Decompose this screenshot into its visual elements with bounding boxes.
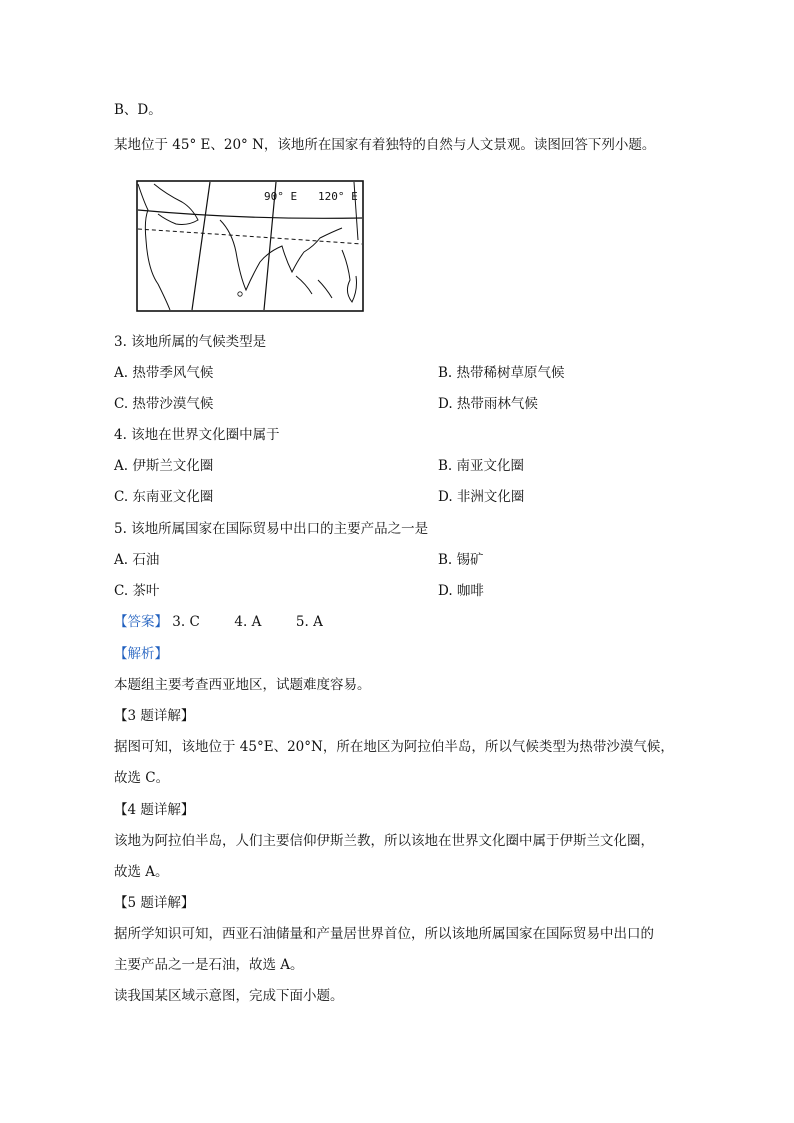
next-question-intro: 读我国某区域示意图，完成下面小题。: [114, 988, 344, 1004]
q3-detail-line-1: 据图可知，该地位于 45°E、20°N，所在地区为阿拉伯半岛，所以气候类型为热带沙漠气候，: [114, 739, 674, 755]
q3-option-c: C. 热带沙漠气候: [114, 396, 214, 412]
q3-detail-heading: 【3 题详解】: [114, 708, 195, 724]
q4-option-b: B. 南亚文化圈: [438, 458, 525, 474]
q5-option-b: B. 锡矿: [438, 552, 484, 568]
q5-option-c: C. 茶叶: [114, 583, 160, 599]
q4-option-c: C. 东南亚文化圈: [114, 489, 214, 505]
question-5-title: 5. 该地所属国家在国际贸易中出口的主要产品之一是: [114, 521, 429, 537]
answer-5: 5. A: [295, 614, 323, 630]
analysis-label: 【解析】: [114, 646, 168, 662]
q4-detail-line-2: 故选 A。: [114, 864, 169, 880]
top-fragment: B、D。: [114, 102, 162, 118]
label-90e: 90° E: [264, 190, 298, 203]
q5-option-d: D. 咖啡: [438, 583, 484, 599]
q3-option-b: B. 热带稀树草原气候: [438, 365, 565, 381]
q4-option-d: D. 非洲文化圈: [438, 489, 525, 505]
q5-detail-line-2: 主要产品之一是石油，故选 A。: [114, 957, 304, 973]
label-120e: 120° E: [318, 190, 358, 203]
question-3-title: 3. 该地所属的气候类型是: [114, 334, 267, 350]
answer-4: 4. A: [234, 614, 262, 630]
q5-detail-line-1: 据所学知识可知，西亚石油储量和产量居世界首位，所以该地所属国家在国际贸易中出口的: [114, 926, 654, 942]
answer-line: [114, 613, 323, 631]
q4-detail-heading: 【4 题详解】: [114, 802, 195, 818]
q3-option-d: D. 热带雨林气候: [438, 396, 538, 412]
q5-option-a: A. 石油: [114, 552, 160, 568]
question-stem: 某地位于 45° E、20° N，该地所在国家有着独特的自然与人文景观。读图回答下列小题。: [114, 137, 656, 153]
analysis-summary: 本题组主要考查西亚地区，试题难度容易。: [114, 677, 371, 693]
answer-3: 3. C: [172, 614, 200, 630]
answer-label: 【答案】: [114, 614, 168, 630]
q4-detail-line-1: 该地为阿拉伯半岛，人们主要信仰伊斯兰教，所以该地在世界文化圈中属于伊斯兰文化圈，: [114, 833, 654, 849]
q3-option-a: A. 热带季风气候: [114, 365, 214, 381]
q4-option-a: A. 伊斯兰文化圈: [114, 458, 214, 474]
map-figure: [136, 180, 364, 312]
q3-detail-line-2: 故选 C。: [114, 770, 170, 786]
question-4-title: 4. 该地在世界文化圈中属于: [114, 427, 280, 443]
q5-detail-heading: 【5 题详解】: [114, 895, 195, 911]
